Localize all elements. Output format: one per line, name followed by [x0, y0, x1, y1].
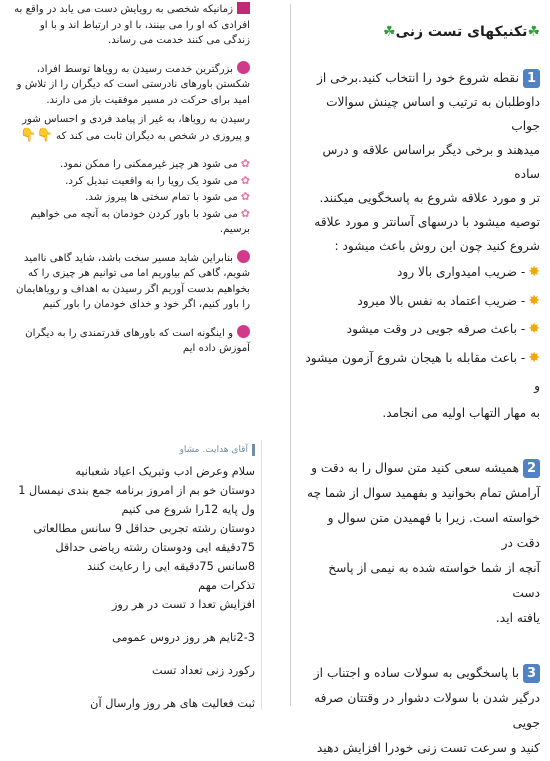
section-line: میدهند و برخی دیگر براساس علاقه و درس ساده	[322, 143, 540, 181]
list-item-text: می شود هر چیز غیرممکنی را ممکن نمود.	[60, 159, 238, 170]
list-item	[14, 173, 250, 190]
benefit-text: - باعث مقابله با هیجان شروع آزمون میشود و	[305, 350, 540, 393]
section-line	[302, 661, 540, 686]
message-line: دوستان رشته تجربی حداقل 9 سانس مطالعاتی	[33, 522, 255, 535]
number-1-icon: 1	[523, 69, 540, 88]
section-line: شروع کنید چون این روش باعث میشود :	[334, 239, 540, 253]
section-line-text: همیشه سعی کنید متن سوال را به دقت و	[311, 460, 519, 475]
section-line: داوطلبان به ترتیب و اساس چینش سوالات جواب	[326, 95, 540, 133]
flower-icon: ✿	[240, 173, 250, 187]
flower-icon: ✿	[240, 157, 250, 170]
spacer	[8, 647, 255, 661]
section-line: کنید و سرعت تست زنی خودرا افزایش دهید	[316, 740, 540, 755]
paragraph-3-text: بنابراین شاید مسیر سخت باشد، شاید گاهی ناامید شویم، گاهی کم بیاوریم اما می توانیم هر چیزی را که بخواهیم بدست آوریم اگر رسیدن به اهداف و رویاهایمان را باور کنیم، اگر خود و خدای خودمان را باور کنیم	[15, 252, 250, 310]
list-item-text: می شود یک رویا را به واقعیت تبدیل کرد.	[65, 175, 238, 187]
flower-icon: ✿	[240, 190, 250, 203]
benefit-list	[302, 258, 540, 401]
section-line: به مهار التهاب اولیه می انجامد.	[382, 405, 540, 420]
paragraph-4-text: و اینگونه است که باورهای قدرتمندی را به دیگران آموزش داده ایم	[25, 327, 250, 354]
section-line: توصیه میشود با درسهای آسانتر و مورد علاقه	[314, 215, 540, 229]
list-item-text: می شود با باور کردن خودمان به آنچه می خواهیم برسیم.	[30, 208, 250, 235]
paragraph-2-text: رسیدن به رویاها، به غیر از پیامد فردی و احساس شور و پیروزی در شخص به دیگران ثابت می کند که	[22, 114, 250, 142]
message-line: 8سانس 75دقیقه ایی را رعایت کنند	[87, 560, 255, 573]
paragraph-2	[14, 112, 250, 144]
section-line	[302, 66, 540, 90]
clover-icon: ☘	[383, 24, 396, 40]
message-line: 2-3تایم هر روز دروس عمومی	[112, 631, 255, 644]
message-line: 75دقیقه ایی ودوستان رشته ریاضی حداقل	[55, 541, 255, 554]
list-item	[14, 189, 250, 206]
section-line-text: با پاسخگویی به سولات ساده و اجتناب از	[313, 665, 519, 680]
list-item	[14, 206, 250, 238]
message-line: ول پایه 12را شروع می کنیم	[121, 503, 255, 516]
spacer	[8, 614, 255, 628]
motivation-text-panel	[0, 0, 258, 440]
number-3-icon: 3	[523, 664, 540, 683]
section-3	[302, 661, 540, 761]
paragraph-4	[14, 325, 250, 357]
message-line: تذکرات مهم	[198, 579, 255, 592]
benefit-item	[302, 287, 540, 316]
message-line: دوستان خو بم از امروز برنامه جمع بندی نیمسال 1	[18, 484, 255, 497]
message-line: افزایش تعدا د تست در هر روز	[111, 598, 255, 611]
square-bullet-icon	[237, 2, 250, 14]
spacer	[8, 680, 255, 694]
number-2-icon: 2	[523, 459, 540, 478]
message-line: سلام وعرض ادب وتبریک اعیاد شعبانیه	[75, 465, 255, 478]
pink-circle-icon	[237, 61, 250, 74]
flower-list	[14, 156, 250, 238]
section-line: درگیر شدن با سولات دشوار در وقتتان صرفه جویی	[314, 690, 540, 730]
pink-circle-icon	[237, 250, 250, 263]
column-divider	[290, 4, 291, 706]
paragraph-3	[14, 250, 250, 313]
message-line: ثبت فعالیت های هر روز وارسال آن	[90, 697, 255, 710]
section-line: خواسته است. زیرا با فهمیدن متن سوال و دقت در	[327, 510, 540, 550]
list-item	[14, 156, 250, 173]
test-tips-panel	[298, 0, 550, 755]
intro-text: زمانیکه شخصی به رویایش دست می یابد در واقع به افرادی که او را می بینند، با او در ارتباط اند و با او زندگی می کنند خدمت می رساند.	[14, 4, 250, 46]
message-line: رکورد زنی تعداد تست	[152, 664, 255, 677]
benefit-item	[302, 258, 540, 287]
section-line: تر و مورد علاقه شروع به پاسخگویی میکنند.	[319, 191, 540, 205]
page-title	[302, 24, 540, 40]
list-item-text: می شود با تمام سختی ها پیروز شد.	[85, 192, 238, 203]
section-line: آرامش تمام بخوانید و بفهمید سوال از شما چه	[306, 485, 540, 500]
section-line	[302, 456, 540, 481]
section-line: آنچه از شما خواسته شده به نیمی از پاسخ دست	[328, 560, 540, 600]
clover-icon: ☘	[527, 24, 540, 40]
paragraph-1-text: بزرگترین خدمت رسیدن به رویاها توسط افراد، شکستن باورهای نادرستی است که دیگران را از تلاش و امید برای حرکت در مسیر موفقیت باز می دارند.	[16, 63, 250, 106]
benefit-text: - ضریب اعتماد به نفس بالا میرود	[357, 293, 526, 308]
section-line-text: نقطه شروع خود را انتخاب کنید.برخی از	[317, 71, 519, 85]
section-1	[302, 66, 540, 426]
sparkle-icon: ✸	[528, 321, 540, 337]
benefit-item	[302, 344, 540, 401]
paragraph-1	[14, 61, 250, 109]
flower-icon: ✿	[240, 206, 250, 220]
pink-circle-icon	[237, 325, 250, 338]
pointing-down-icon: 👇👇	[20, 127, 53, 143]
title-text: تکنیکهای تست زنی	[395, 24, 528, 40]
sparkle-icon: ✸	[528, 292, 540, 309]
message-sender[interactable]: آقای هدایت. مشاو	[8, 444, 255, 456]
benefit-text: - ضریب امیدواری بالا رود	[396, 265, 526, 279]
intro-paragraph	[14, 2, 250, 49]
section-line: یافته اید.	[495, 610, 540, 625]
chat-message[interactable]	[4, 440, 262, 710]
sparkle-icon: ✸	[528, 264, 540, 280]
section-2	[302, 456, 540, 631]
sparkle-icon: ✸	[528, 349, 540, 366]
benefit-text: - باعث صرفه جویی در وقت میشود	[346, 322, 526, 336]
benefit-item	[302, 315, 540, 344]
